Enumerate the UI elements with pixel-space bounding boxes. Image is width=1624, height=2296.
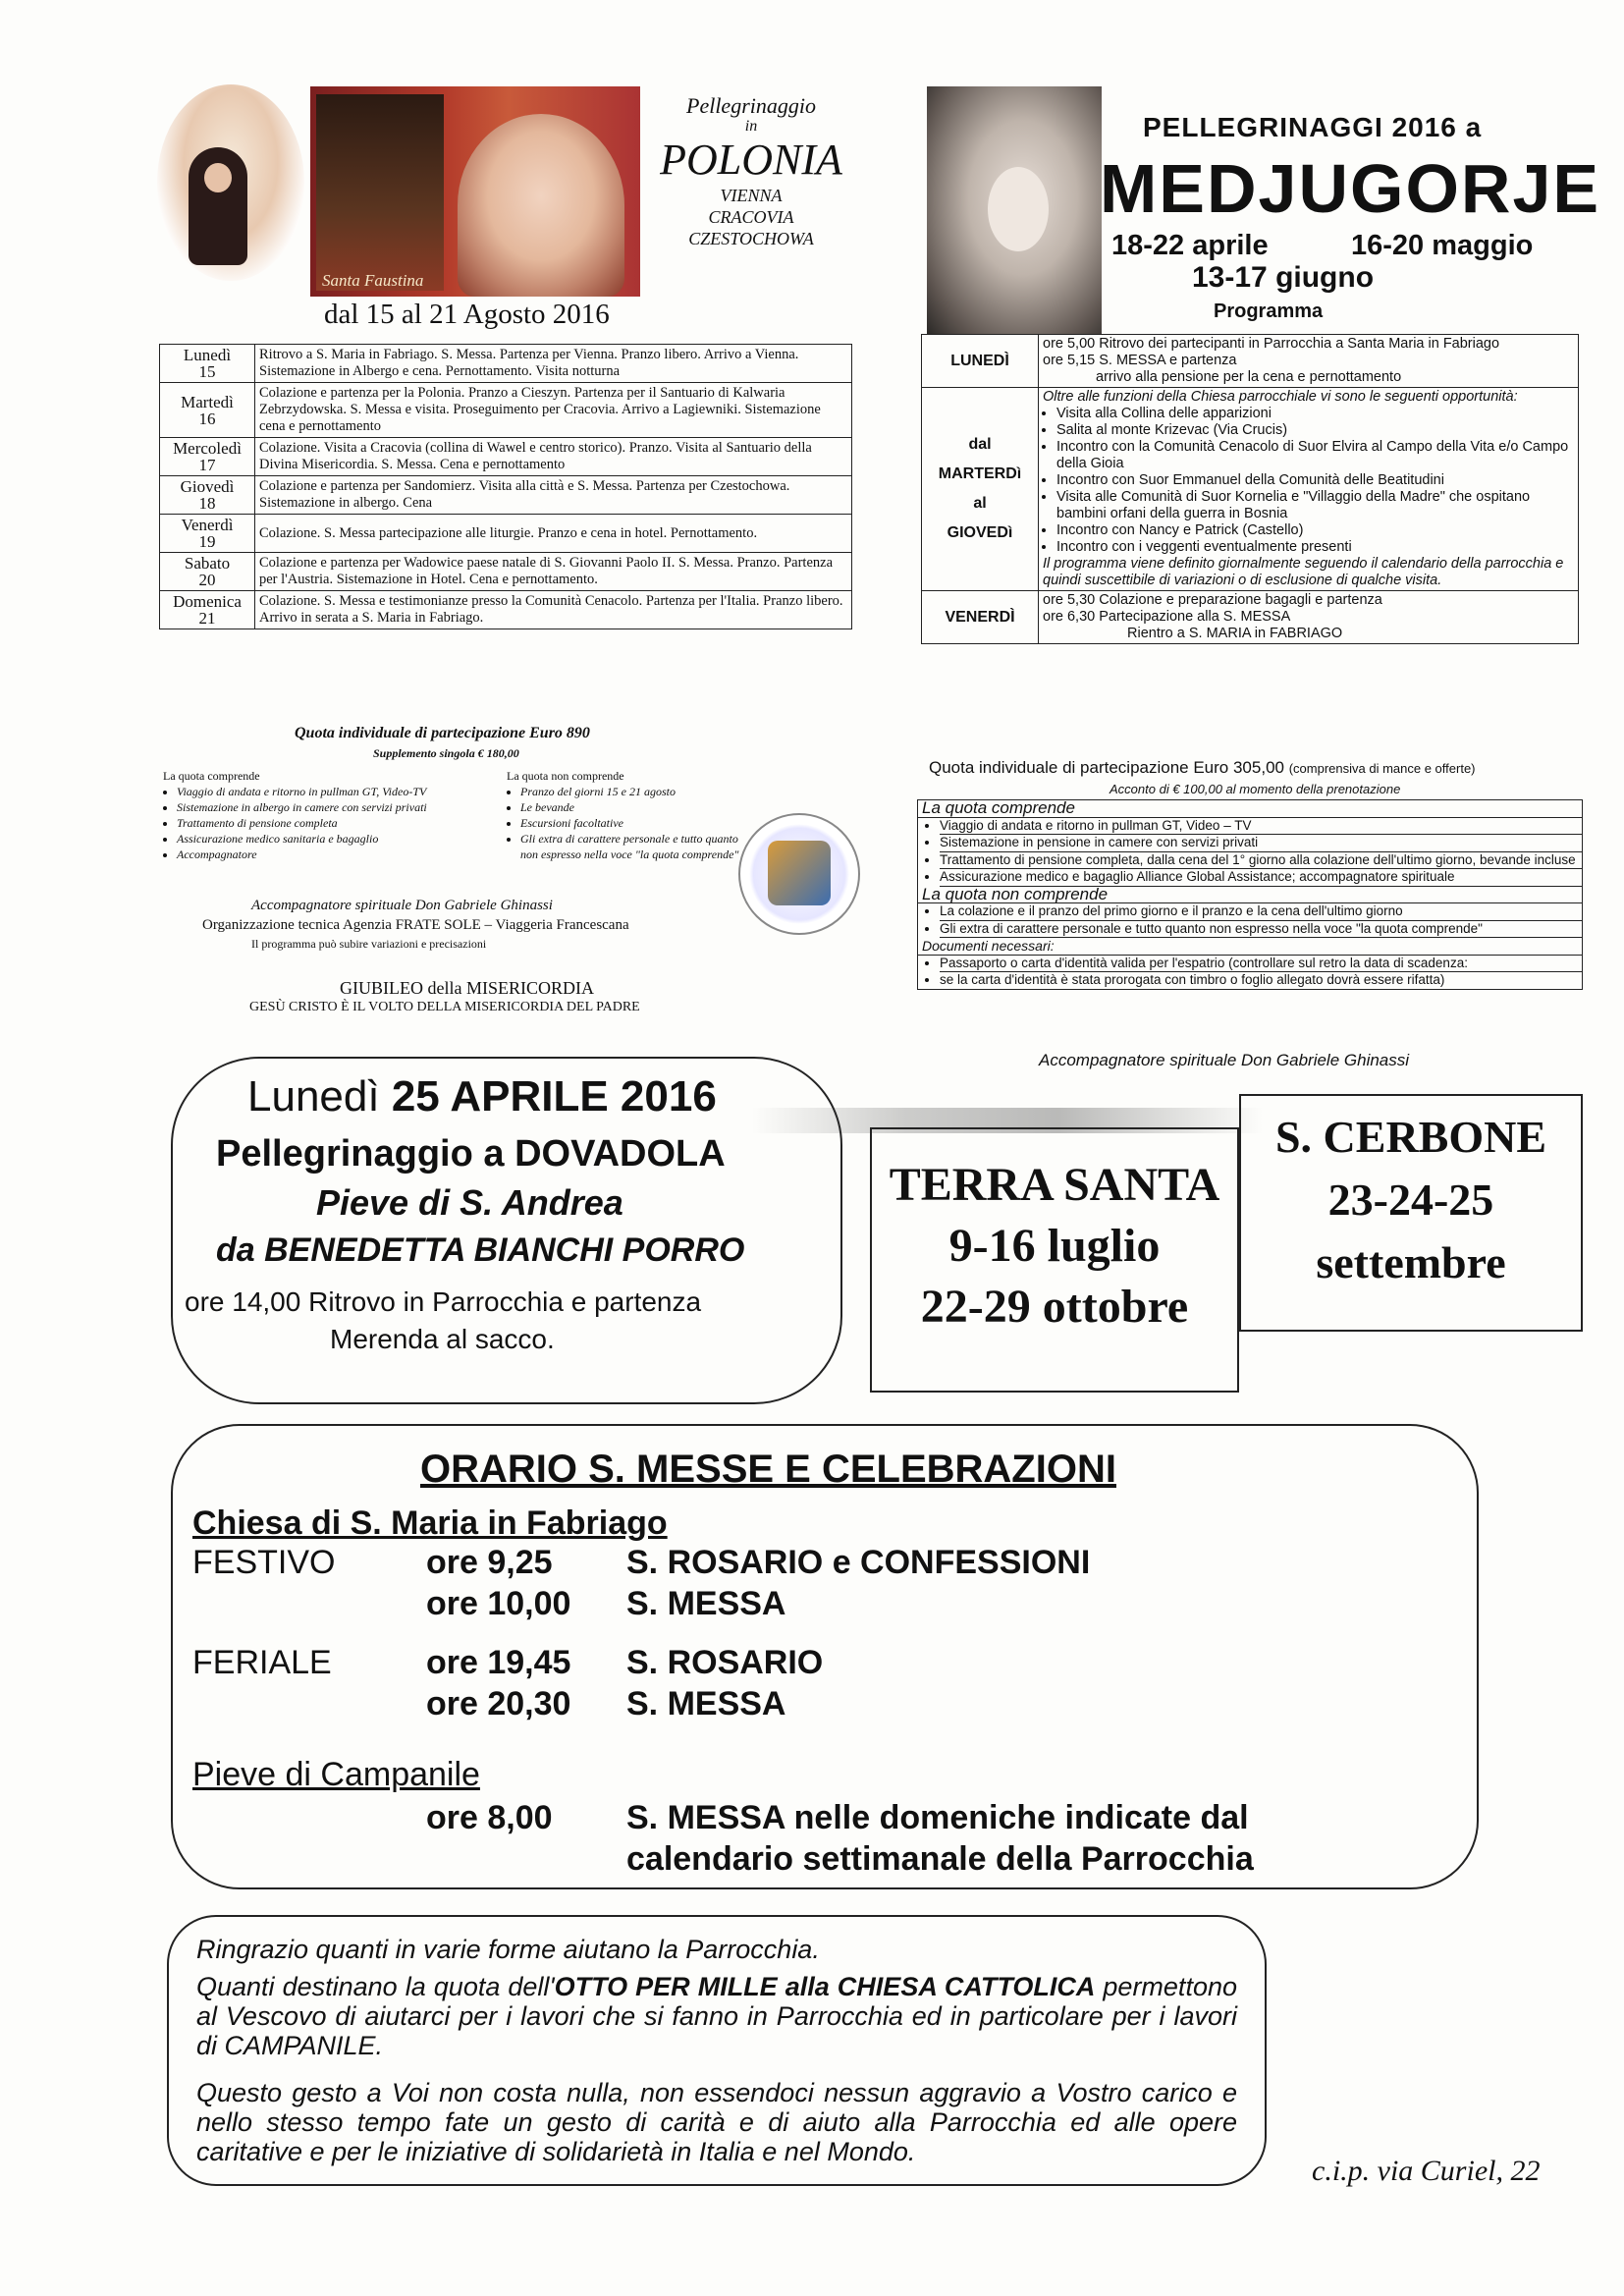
list-item: • Sistemazione in pensione in camere con servizi privati — [940, 835, 1582, 852]
dovadola-box: Lunedì 25 APRILE 2016 Pellegrinaggio a DOVADOLA Pieve di S. Andrea da BENEDETTA BIANCHI PORRO ore 14,00 Ritrovo in Parrocchia e partenza Merenda al sacco. — [171, 1057, 842, 1404]
medjugorje-acconto: Acconto di € 100,00 al momento della prenotazione — [1110, 782, 1401, 796]
santa-faustina-photo — [157, 84, 304, 281]
medjugorje-pre-title: PELLEGRINAGGI 2016 a — [1143, 112, 1483, 142]
madonna-photo — [927, 86, 1102, 334]
medjugorje-programma: Programma — [1214, 301, 1324, 322]
list-item: • Salita al monte Krizevac (Via Crucis) — [1056, 422, 1574, 439]
list-item: • Escursioni facoltative — [520, 815, 742, 831]
san-cerbone-box: S. CERBONE 23-24-25 settembre — [1239, 1094, 1583, 1332]
list-item: • Incontro con Suor Emmanuel della Comunità delle Beatitudini — [1056, 472, 1574, 489]
ringrazio-box: Ringrazio quanti in varie forme aiutano la Parrocchia. Quanti destinano la quota dell'OTTO PER MILLE alla CHIESA CATTOLICA permettono al Vescovo di aiutarci per i lavori che si fanno in Parrocchia ed in particolare per i lavori di CAMPANILE. Questo gesto a Voi non costa nulla, non essendoci nessun aggravio a Vostro carico e nello stesso tempo fate un gesto di carità e di aiuto alla Parrocchia ed alle opere caritative e per le iniziative di solidarietà in Italia e nel Mondo. — [167, 1915, 1267, 2186]
list-item: • Trattamento di pensione completa, dalla cena del 1° giorno alla colazione dell'ultimo giorno, bevande incluse — [940, 852, 1582, 870]
terra-santa-box: TERRA SANTA 9-16 luglio 22-29 ottobre — [870, 1127, 1239, 1393]
polonia-accompagnatore: Accompagnatore spirituale Don Gabriele Ghinassi — [251, 898, 553, 913]
list-item: • Trattamento di pensione completa — [177, 815, 497, 831]
polonia-organizzazione: Organizzazione tecnica Agenzia FRATE SOLE – Viaggeria Francescana — [202, 917, 629, 933]
polonia-non-comprende: La quota non comprende • Pranzo del giorni 15 e 21 agosto • Le bevande • Escursioni facoltative • Gli extra di carattere personale e tutto quanto non espresso nella voce "la quota comprende" — [507, 768, 742, 862]
polonia-dates: dal 15 al 21 Agosto 2016 — [324, 299, 610, 330]
table-row: Giovedì 18 Colazione e partenza per Sandomierz. Visita alla città e S. Messa. Partenza per Czestochowa. Sistemazione in albergo. Cena — [160, 476, 852, 515]
table-row: Sabato 20 Colazione e partenza per Wadowice paese natale di S. Giovanni Paolo II. S. Messa. Pranzo. Partenza per l'Austria. Sistemazione in Hotel. Cena e pernottamento. — [160, 553, 852, 591]
table-row: Martedì 16 Colazione e partenza per la Polonia. Pranzo a Cieszyn. Partenza per il Santuario di Kalwaria Zebrzydowska. S. Messa e visita. Proseguimento per Cracovia. Arrivo a Lagiewniki. Sistemazione cena e pernottamento — [160, 383, 852, 438]
pope-photo — [310, 86, 640, 297]
table-row: Domenica 21 Colazione. S. Messa e testimonianze presso la Comunità Cenacolo. Partenza per l'Italia. Pranzo libero. Arrivo in serata a S. Maria in Fabriago. — [160, 591, 852, 629]
table-row: Venerdì 19 Colazione. S. Messa partecipazione alle liturgie. Pranzo e cena in hotel. Pernottamento. — [160, 515, 852, 553]
polonia-supplemento: Supplemento singola € 180,00 — [373, 746, 519, 760]
list-item: • se la carta d'identità è stata prorogata con timbro o foglio allegato dovrà essere rifatta) — [940, 972, 1582, 989]
list-item: • La colazione e il pranzo del primo giorno e il pranzo e la cena dell'ultimo giorno — [940, 903, 1582, 921]
dovadola-date: Lunedì 25 APRILE 2016 — [247, 1072, 717, 1121]
medjugorje-dates-2: 16-20 maggio — [1351, 230, 1534, 261]
list-item: • Gli extra di carattere personale e tutto quanto non espresso nella voce "la quota comprende" — [940, 921, 1582, 939]
table-row: Mercoledì 17 Colazione. Visita a Cracovia (collina di Wawel e centro storico). Pranzo. Visita al Santuario della Divina Misericordia. S. Messa. Cena e pernottamento — [160, 438, 852, 476]
list-item: • Viaggio di andata e ritorno in pullman GT, Video – TV — [940, 818, 1582, 836]
polonia-comprende: La quota comprende • Viaggio di andata e ritorno in pullman GT, Video-TV • Sistemazione in albergo in camere con servizi privati • Trattamento di pensione completa • Assicurazione medico sanitaria e bagaglio • Accompagnatore — [163, 768, 497, 862]
medjugorje-dates-3: 13-17 giugno — [1192, 261, 1375, 294]
list-item: • Gli extra di carattere personale e tutto quanto non espresso nella voce "la quota comprende" — [520, 831, 742, 862]
list-item: • Incontro con Nancy e Patrick (Castello) — [1056, 522, 1574, 539]
polonia-itinerary-table — [159, 344, 852, 629]
footer-cip: c.i.p. via Curiel, 22 — [1312, 2155, 1541, 2187]
list-item: • Visita alla Collina delle apparizioni — [1056, 406, 1574, 422]
medjugorje-program-table — [921, 334, 1579, 644]
table-row: dal MARTERDì al GIOVEDì Oltre alle funzioni della Chiesa parrocchiale vi sono le seguenti opportunità: • Visita alla Collina delle apparizioni • Salita al monte Krizevac (Via Crucis) • Incontro con la Comunità Cenacolo di Suor Elvira al Campo della Vita e/o Campo della Gioia • Incontro con Suor Emmanuel della Comunità delle Beatitudini • Visita alle Comunità di Suor Kornelia e "Villaggio della Madre" che ospitano bambini orfani della guerra in Bosnia • Incontro con Nancy e Patrick (Castello) • Incontro con i veggenti eventualmente presenti Il programma viene definito giornalmente seguendo il calendario della parrocchia e quindi suscettibile di variazioni o di esclusione di qualche visita. — [922, 388, 1579, 591]
list-item: • Assicurazione medico e bagaglio Alliance Global Assistance; accompagnatore spirituale — [940, 869, 1582, 887]
giubileo-title: GIUBILEO della MISERICORDIA — [340, 978, 594, 998]
medjugorje-dates-1: 18-22 aprile — [1111, 230, 1269, 261]
medjugorje-title: MEDJUGORJE — [1100, 150, 1601, 227]
table-row: LUNEDÌ ore 5,00 Ritrovo dei partecipanti in Parrocchia a Santa Maria in Fabriago ore 5,15 S. MESSA e partenza arrivo alla pensione per la cena e pernottamento — [922, 335, 1579, 388]
orario-box: ORARIO S. MESSE E CELEBRAZIONI Chiesa di S. Maria in Fabriago FESTIVO ore 9,25 S. ROSARIO e CONFESSIONI ore 10,00 S. MESSA FERIALE ore 19,45 S. ROSARIO ore 20,30 S. MESSA Pieve di Campanile ore 8,00 S. MESSA nelle domeniche indicate dal calendario settimanale della Parrocchia — [171, 1424, 1479, 1889]
orario-title: ORARIO S. MESSE E CELEBRAZIONI — [420, 1448, 1116, 1491]
polonia-quota: Quota individuale di partecipazione Euro 890 — [295, 725, 590, 741]
table-row: Lunedì 15 Ritrovo a S. Maria in Fabriago. S. Messa. Partenza per Vienna. Pranzo libero. Arrivo a Vienna. Sistemazione in Albergo e cena. Pernottamento. Visita notturna — [160, 345, 852, 383]
photo-caption: Santa Faustina — [322, 271, 424, 290]
table-row: VENERDÌ ore 5,30 Colazione e preparazione bagagli e partenza ore 6,30 Partecipazione alla S. MESSA Rientro a S. MARIA in FABRIAGO — [922, 591, 1579, 644]
list-item: • Incontro con la Comunità Cenacolo di Suor Elvira al Campo della Vita e/o Campo della Gioia — [1056, 439, 1574, 472]
list-item: • Sistemazione in albergo in camere con servizi privati — [177, 799, 497, 815]
list-item: • Assicurazione medico sanitaria e bagaglio — [177, 831, 497, 847]
list-item: • Accompagnatore — [177, 847, 497, 862]
polonia-heading: Pellegrinaggio in POLONIA VIENNA CRACOVIA CZESTOCHOWA — [648, 94, 854, 249]
medjugorje-conditions: La quota comprende • Viaggio di andata e ritorno in pullman GT, Video – TV • Sistemazione in pensione in camere con servizi privati • Trattamento di pensione completa, dalla cena del 1° giorno alla colazione dell'ultimo giorno, bevande incluse • Assicurazione medico e bagaglio Alliance Global Assistance; accompagnatore spirituale La quota non comprende • La colazione e il pranzo del primo giorno e il pranzo e la cena dell'ultimo giorno • Gli extra di carattere personale e tutto quanto non espresso nella voce "la quota comprende" Documenti necessari: • Passaporto o carta d'identità valida per l'espatrio (controllare sul retro la data di scadenza: • se la carta d'identità è stata prorogata con timbro o foglio allegato dovrà essere rifatta) — [917, 799, 1583, 990]
list-item: • Pranzo del giorni 15 e 21 agosto — [520, 784, 742, 799]
list-item: • Incontro con i veggenti eventualmente presenti — [1056, 539, 1574, 556]
jubilee-logo — [738, 813, 860, 935]
list-item: • Le bevande — [520, 799, 742, 815]
list-item: • Visita alle Comunità di Suor Kornelia e "Villaggio della Madre" che ospitano bambini orfani della guerra in Bosnia — [1056, 489, 1574, 522]
medjugorje-quota: Quota individuale di partecipazione Euro 305,00 (comprensiva di mance e offerte) — [929, 758, 1476, 777]
giubileo-subtitle: GESÙ CRISTO È IL VOLTO DELLA MISERICORDIA DEL PADRE — [249, 1000, 640, 1014]
polonia-programma-note: Il programma può subire variazioni e precisazioni — [251, 937, 487, 951]
list-item: • Passaporto o carta d'identità valida per l'espatrio (controllare sul retro la data di scadenza: — [940, 956, 1582, 973]
polonia-title: POLONIA — [660, 136, 842, 184]
list-item: • Viaggio di andata e ritorno in pullman GT, Video-TV — [177, 784, 497, 799]
medjugorje-accompagnatore: Accompagnatore spirituale Don Gabriele Ghinassi — [1039, 1051, 1410, 1069]
